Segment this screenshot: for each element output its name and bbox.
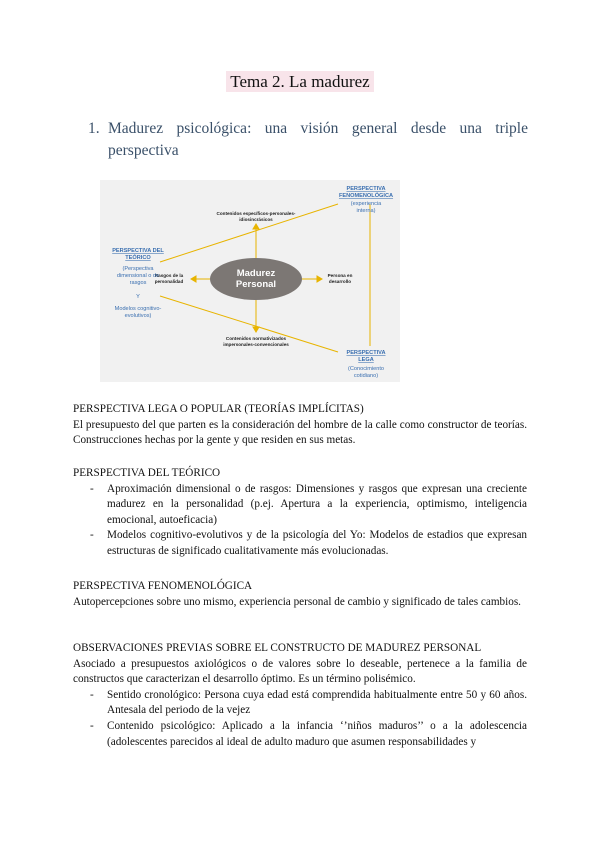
section-fenom [73,579,527,610]
section-observaciones [73,641,527,750]
teorico-title-1: PERSPECTIVA DEL [112,248,164,254]
fenom-sub-2: interna) [356,208,376,214]
teorico-sub-1: (Perspectiva [122,266,154,272]
top-label-1: Contenidos específicos-personales- [216,211,296,216]
obs-list [73,688,527,750]
bullet-dash: - [90,529,94,542]
arrow-right-head [317,276,322,282]
lega-sub-1: (Conocimiento [347,366,385,372]
teorico-sub-6: evolutivos) [124,313,152,319]
bullet-dash: - [90,482,94,495]
center-label-1: Madurez [236,268,276,279]
top-label-2: idiosincrásicos [239,217,273,222]
diagram-svg [100,180,400,382]
center-label-2: Personal [235,279,277,290]
section-number: 1. [88,120,100,137]
obs-paragraph: Asociado a presupuestos axiológicos o de valores sobre lo deseable, pertenece a la familia de constructos que caracterizan el desarrollo óptimo. Es un término polisémico. [73,657,527,686]
left-label-2: personalidad [154,279,184,284]
left-label-1: Rasgos de la [154,273,184,278]
teorico-sub-4: Y [136,294,140,300]
lega-title-2: LEGA [358,357,374,363]
fenom-title-2: FENOMENOLÓGICA [338,193,394,199]
list-item [73,688,527,719]
list-item-text: Sentido cronológico: Persona cuya edad está comprendida habitualmente entre 50 y 60 años. Antesala del periodo de la vejez [107,688,527,717]
section-heading-text [88,118,528,162]
teorico-title-2: TEÓRICO [125,255,151,261]
lega-heading: PERSPECTIVA LEGA O POPULAR (TEORÍAS IMPLÍCITAS) [73,403,364,415]
list-item [73,482,527,529]
fenom-heading: PERSPECTIVA FENOMENOLÓGICA [73,580,253,592]
list-item [73,719,527,750]
bottom-label-2: impersonales-convencionales [223,342,289,347]
section-teorico [73,466,527,560]
fenom-title-1: PERSPECTIVA [346,186,386,192]
right-label-1: Persona en [327,273,353,278]
teorico-heading: PERSPECTIVA DEL TEÓRICO [73,467,221,479]
list-item-text: Contenido psicológico: Aplicado a la infancia ‘’niños maduros’’ o a la adolescencia (adolescentes parecidos al ideal de adulto maduro que asumen responsabilidades y [107,719,527,748]
teorico-sub-2: dimensional o de [116,273,160,279]
document-title-text: Tema 2. La madurez [226,71,373,92]
right-label-2: desarrollo [328,279,352,284]
teorico-sub-3: rasgos [129,280,147,286]
bullet-dash: - [90,719,94,732]
lega-sub-2: cotidiano) [353,373,379,379]
list-item-text: Modelos cognitivo-evolutivos y de la psicología del Yo: Modelos de estadios que expresan estructuras de significado cualitativamente más evolucionadas. [107,529,527,557]
list-item-text: Aproximación dimensional o de rasgos: Dimensiones y rasgos que expresan una creciente madurez en la personalidad (p.ej. Apertura a la experiencia, optimismo, inteligencia emocional, autoeficacia) [107,482,527,526]
lega-paragraph: El presupuesto del que parten es la consideración del hombre de la calle como constructor de teorías. Construcciones hechas por la gente y que residen en sus metas. [73,418,527,447]
fenom-sub-1: (experiencia [350,201,382,207]
arrow-down-head [253,327,259,332]
lega-title-1: PERSPECTIVA [346,350,386,356]
bottom-label-1: Contenidos normativizados [225,336,287,341]
arrow-left-head [191,276,196,282]
section-lega [73,402,527,449]
maturity-diagram [100,180,400,382]
document-title [0,72,600,92]
teorico-sub-5: Modelos cognitivo- [114,306,162,312]
teorico-list [73,482,527,560]
arrow-up-head [253,224,259,229]
section-heading [88,118,528,162]
list-item [73,528,527,559]
section-heading-line1: Madurez psicológica: una visión general desde una triple [108,120,528,137]
bullet-dash: - [90,688,94,701]
obs-heading: OBSERVACIONES PREVIAS SOBRE EL CONSTRUCTO DE MADUREZ PERSONAL [73,642,482,654]
section-heading-line2: perspectiva [108,142,179,159]
fenom-paragraph: Autopercepciones sobre uno mismo, experiencia personal de cambio y significado de tales cambios. [73,595,521,608]
